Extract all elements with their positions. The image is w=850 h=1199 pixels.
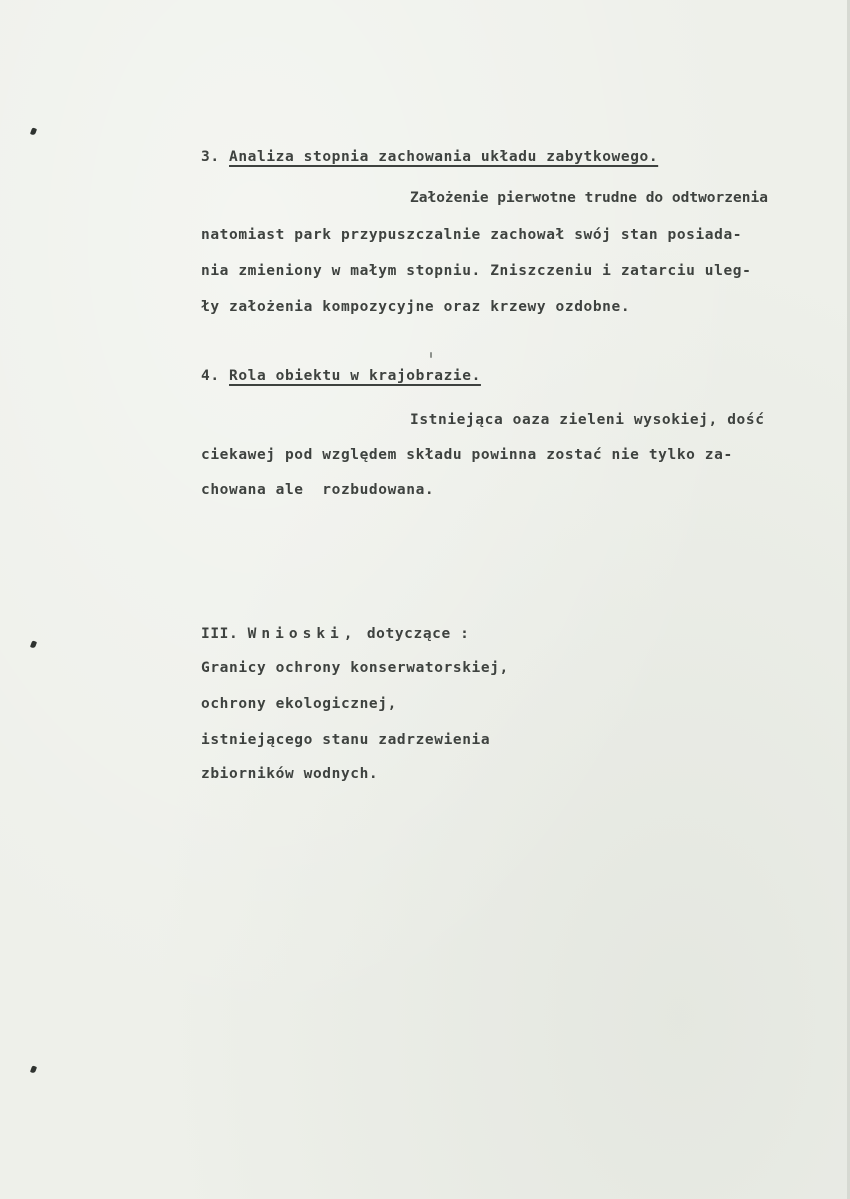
section-iii-heading-rest: dotyczące : — [357, 626, 470, 642]
section-3-line: natomiast park przypuszczalnie zachował swój stan posiada- — [201, 227, 743, 243]
section-4-line: chowana ale rozbudowana. — [201, 482, 435, 498]
section-3-number: 3. — [201, 149, 220, 165]
margin-mark — [30, 1065, 37, 1073]
section-4-heading — [201, 367, 481, 385]
section-iii-line: ochrony ekologicznej, — [201, 696, 397, 712]
paper-speck — [430, 352, 432, 358]
section-4-number: 4. — [201, 368, 220, 384]
section-4-line: Istniejąca oaza zieleni wysokiej, dość — [410, 412, 765, 428]
section-3-heading-text: Analiza stopnia zachowania układu zabytkowego. — [229, 149, 659, 165]
margin-mark — [30, 640, 37, 648]
section-iii-line: istniejącego stanu zadrzewienia — [201, 732, 491, 748]
section-4-line: ciekawej pod względem składu powinna zostać nie tylko za- — [201, 447, 733, 463]
section-4-heading-text: Rola obiektu w krajobrazie. — [229, 368, 481, 384]
margin-mark — [30, 127, 37, 135]
section-3-heading — [201, 148, 658, 166]
section-3-line: nia zmieniony w małym stopniu. Zniszczeniu i zatarciu uleg- — [201, 263, 752, 279]
section-iii-line: Granicy ochrony konserwatorskiej, — [201, 660, 509, 676]
section-iii-spaced-word: Wnioski, — [247, 626, 358, 642]
section-3-line: ły założenia kompozycyjne oraz krzewy ozdobne. — [201, 299, 631, 315]
section-iii-line: zbiorników wodnych. — [201, 766, 379, 782]
section-iii-number: III. — [201, 626, 239, 642]
section-3-line: Założenie pierwotne trudne do odtworzenia — [410, 190, 768, 206]
section-iii-heading — [201, 625, 469, 643]
